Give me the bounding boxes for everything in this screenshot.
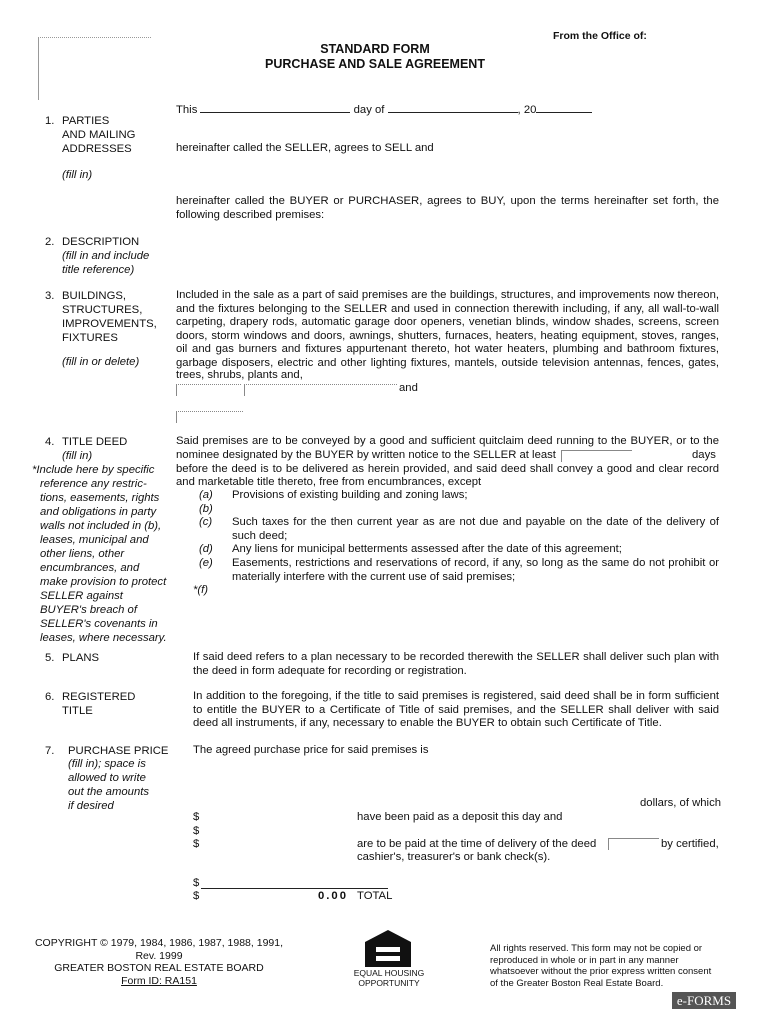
section-1-label: PARTIES AND MAILING ADDRESSES xyxy=(62,115,136,155)
certified-label: by certified, xyxy=(661,838,719,850)
section-6-number: 6. xyxy=(45,691,55,703)
section-5-number: 5. xyxy=(45,652,55,664)
rights-block: All rights reserved. This form may not be copied or reproduced in whole or in part in any manner whatsoever without the prior express written consent of the Greater Boston Real Estate Board. xyxy=(490,943,712,989)
this-label: This xyxy=(176,104,198,116)
year-prefix: , 20 xyxy=(517,104,537,116)
section-3-number: 3. xyxy=(45,290,55,302)
registered-text: In addition to the foregoing, if the title to said premises is registered, said deed shall be in form sufficient to entitle the BUYER to a Certificate of Title of said premises, and the SELLER shall deliver with said deed all instruments, if any, necessary to enable the BUYER to obtain such Certificate of Title. xyxy=(193,690,719,730)
copyright-block: COPYRIGHT © 1979, 1984, 1986, 1987, 1988, 1991, Rev. 1999 GREATER BOSTON REAL ESTATE BOARD Form ID: RA151 xyxy=(30,937,288,987)
price-text: The agreed purchase price for said premises is xyxy=(193,744,429,756)
deed-line-4: and marketable title thereto, free from encumbrances, except xyxy=(176,476,482,488)
section-3-label: BUILDINGS, STRUCTURES, IMPROVEMENTS, FIXTURES xyxy=(62,290,157,344)
buyer-text: hereinafter called the BUYER or PURCHASER, agrees to BUY, upon the terms hereinafter set forth, the following described premises: xyxy=(176,195,719,221)
subtotal-line[interactable] xyxy=(201,888,388,889)
form-id: Form ID: RA151 xyxy=(121,974,197,987)
item-e-mark: (e) xyxy=(199,557,213,569)
section-2-number: 2. xyxy=(45,236,55,248)
date-line xyxy=(176,101,592,116)
dollars-of-which: dollars, of which xyxy=(640,797,721,809)
section-6-label: REGISTERED TITLE xyxy=(62,691,136,717)
deed-line-3: before the deed is to be delivered as herein provided, and said deed shall convey a good and clear record xyxy=(176,463,719,475)
section-4-label: TITLE DEED xyxy=(62,436,128,448)
equal-housing-label: EQUAL HOUSING OPPORTUNITY xyxy=(353,968,425,988)
deposit-text: have been paid as a deposit this day and xyxy=(357,811,563,823)
section-1-number: 1. xyxy=(45,115,55,127)
total-label: TOTAL xyxy=(357,890,393,902)
section-4-number: 4. xyxy=(45,436,55,448)
delivery-text: are to be paid at the time of delivery of the deed xyxy=(357,838,597,850)
section-7-label: PURCHASE PRICE xyxy=(68,745,169,757)
payment-method-field[interactable] xyxy=(608,838,659,850)
deed-line-2a: nominee designated by the BUYER by written notice to the SELLER at least xyxy=(176,449,556,461)
checks-text: cashier's, treasurer's or bank check(s). xyxy=(357,851,551,863)
item-d-mark: (d) xyxy=(199,543,213,555)
fixtures-field-1[interactable] xyxy=(176,384,241,396)
office-label: From the Office of: xyxy=(553,30,647,42)
dollar-sign-2: $ xyxy=(193,825,200,837)
item-c-text: Such taxes for the then current year as are not due and payable on the date of the delivery of such deed; xyxy=(232,516,719,542)
eforms-logo: e-FORMS xyxy=(672,992,736,1009)
month-field[interactable] xyxy=(388,101,518,113)
section-3-note: (fill in or delete) xyxy=(62,356,140,368)
fixtures-and: and xyxy=(399,382,418,394)
seller-text: hereinafter called the SELLER, agrees to SELL and xyxy=(176,142,434,154)
day-field[interactable] xyxy=(200,101,350,113)
section-4-note: (fill in) *Include here by specific reference any restric- tions, easements, rights and obligations in party walls not included in (b), leases, municipal and other liens, other encumbrances, and make provision to protect SELLER against BUYER's breach of SELLER's covenants in leases, where necessary. xyxy=(32,450,167,644)
item-a-text: Provisions of existing building and zoning laws; xyxy=(232,489,468,501)
fixtures-field-2[interactable] xyxy=(244,384,397,396)
dollar-sign-3: $ xyxy=(193,838,200,850)
item-d-text: Any liens for municipal betterments assessed after the date of this agreement; xyxy=(232,543,622,555)
total-value[interactable]: 0.00 xyxy=(318,890,348,902)
form-title: STANDARD FORM xyxy=(320,42,430,56)
section-2-label: DESCRIPTION xyxy=(62,236,140,248)
fixtures-text: Included in the sale as a part of said premises are the buildings, structures, and improvements now thereon, and the fixtures belonging to the SELLER and used in connection therewith including, if any, all wall-to-wall carpeting, drapery rods, automatic garage door openers, venetian blinds, window shades, screens, screen doors, storm windows and doors, awnings, shutters, furnaces, heaters, heating equipment, stoves, ranges, oil and gas burners and fixtures appurtenant thereto, hot water heaters, plumbing and bathroom fixtures, garbage disposers, electric and other lighting fixtures, mantels, outside television antennas, fences, gates, xyxy=(176,289,719,369)
dollar-sign-1: $ xyxy=(193,811,200,823)
equal-housing-icon xyxy=(362,928,414,971)
days-field[interactable] xyxy=(561,450,632,462)
item-c-mark: (c) xyxy=(199,516,213,528)
days-label: days xyxy=(692,449,716,461)
year-field[interactable] xyxy=(536,101,592,113)
dollar-sign-4: $ xyxy=(193,877,200,889)
item-a-mark: (a) xyxy=(199,489,213,501)
form-subtitle: PURCHASE AND SALE AGREEMENT xyxy=(265,57,485,71)
section-7-number: 7. xyxy=(45,745,55,757)
fixtures-last-line: trees, shrubs, plants and, xyxy=(176,369,303,381)
item-f-mark: *(f) xyxy=(193,584,209,596)
dollar-sign-5: $ xyxy=(193,890,200,902)
item-e-text: Easements, restrictions and reservations of record, if any, so long as the same do not prohibit or materially interfere with the current use of said premises; xyxy=(232,557,719,583)
day-of-label: day of xyxy=(353,104,385,116)
fixtures-field-3[interactable] xyxy=(176,411,243,423)
plans-text: If said deed refers to a plan necessary to be recorded therewith the SELLER shall deliver such plan with the deed in form adequate for recording or registration. xyxy=(193,651,719,677)
section-5-label: PLANS xyxy=(62,652,100,664)
section-2-note: (fill in and include title reference) xyxy=(62,250,150,276)
section-7-note: (fill in); space is allowed to write out the amounts if desired xyxy=(68,758,150,812)
section-1-note: (fill in) xyxy=(62,169,93,181)
deed-line-1: Said premises are to be conveyed by a good and sufficient quitclaim deed running to the BUYER, or to the xyxy=(176,435,719,447)
item-b-mark: (b) xyxy=(199,503,213,515)
